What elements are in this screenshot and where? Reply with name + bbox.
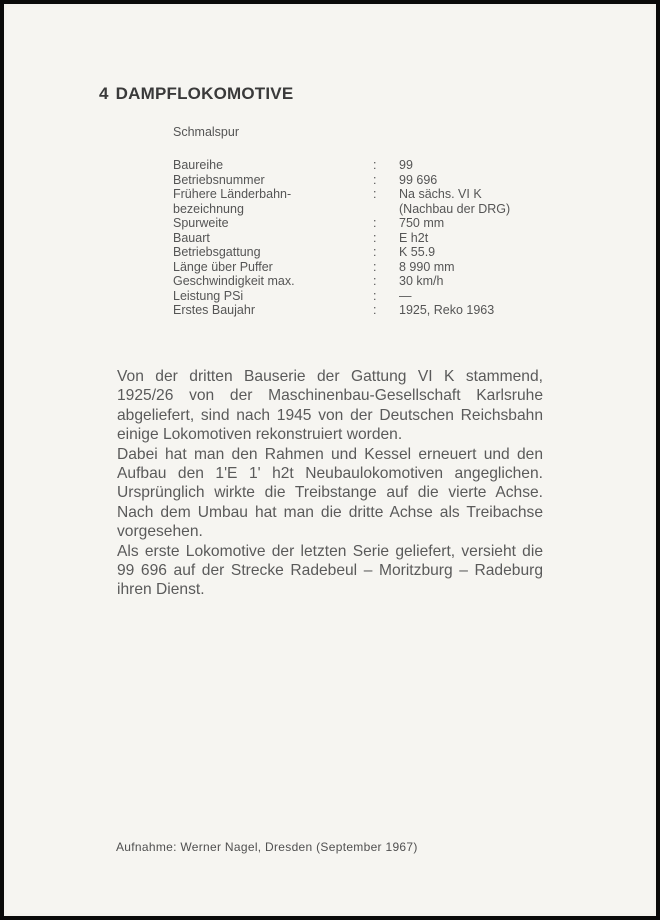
spec-value: (Nachbau der DRG) bbox=[399, 201, 511, 216]
spec-label: Länge über Puffer bbox=[173, 259, 273, 274]
spec-colon: : bbox=[373, 230, 377, 245]
spec-label: bezeichnung bbox=[173, 201, 244, 216]
spec-value: K 55.9 bbox=[399, 245, 436, 259]
spec-colon: : bbox=[373, 158, 377, 172]
spec-label: Erstes Baujahr bbox=[173, 303, 255, 317]
spec-value: 8 990 mm bbox=[399, 259, 455, 274]
spec-colon: : bbox=[373, 172, 377, 187]
spec-label: Spurweite bbox=[173, 216, 229, 230]
description-paragraph: Dabei hat man den Rahmen und Kessel erneuert und den Aufbau den 1'E 1' h2t Neubaulokomotiven angeglichen. Ursprünglich wirkte die Treibstange auf die vierte Achse. Nach dem Umbau hat man die dritte Achse als Treibachse vorgesehen. bbox=[117, 445, 543, 541]
spec-label: Leistung PSi bbox=[173, 288, 244, 303]
spec-value: 99 696 bbox=[399, 172, 438, 187]
spec-label: Bauart bbox=[173, 230, 210, 245]
description-text bbox=[117, 367, 543, 600]
spec-label: Betriebsnummer bbox=[173, 172, 265, 187]
spec-value: 750 mm bbox=[399, 216, 445, 230]
spec-label: Frühere Länderbahn- bbox=[173, 187, 292, 201]
spec-colon: : bbox=[373, 216, 377, 230]
spec-value: 1925, Reko 1963 bbox=[399, 303, 495, 317]
spec-value: — bbox=[399, 288, 412, 303]
spec-colon: : bbox=[373, 288, 377, 303]
gauge-type: Schmalspur bbox=[173, 125, 239, 139]
spec-colon: : bbox=[373, 274, 377, 288]
spec-label: Baureihe bbox=[173, 158, 224, 172]
spec-value: Na sächs. VI K bbox=[399, 187, 482, 201]
spec-label: Geschwindigkeit max. bbox=[173, 274, 295, 288]
spec-value: 99 bbox=[399, 158, 413, 172]
spec-colon: : bbox=[373, 303, 377, 317]
description-paragraph: Als erste Lokomotive der letzten Serie geliefert, versieht die 99 696 auf der Strecke Radebeul – Moritzburg – Radeburg ihren Dienst. bbox=[117, 542, 543, 599]
spec-value: 30 km/h bbox=[399, 274, 444, 288]
card-title: DAMPFLOKOMOTIVE bbox=[115, 84, 294, 103]
spec-colon: : bbox=[373, 245, 377, 259]
photo-credit: Aufnahme: Werner Nagel, Dresden (September 1967) bbox=[116, 840, 418, 854]
card-heading bbox=[99, 84, 293, 104]
description-paragraph: Von der dritten Bauserie der Gattung VI K stammend, 1925/26 von der Maschinenbau-Gesellschaft Karlsruhe abgeliefert, sind nach 1945 von der Deutschen Reichsbahn einige Lokomotiven rekonstruiert worden. bbox=[117, 368, 543, 444]
spec-label: Betriebsgattung bbox=[173, 245, 261, 259]
spec-colon: : bbox=[373, 187, 377, 201]
spec-value: E h2t bbox=[399, 230, 429, 245]
spec-colon: : bbox=[373, 259, 377, 274]
card-number: 4 bbox=[99, 84, 109, 103]
card-surface bbox=[7, 7, 653, 913]
